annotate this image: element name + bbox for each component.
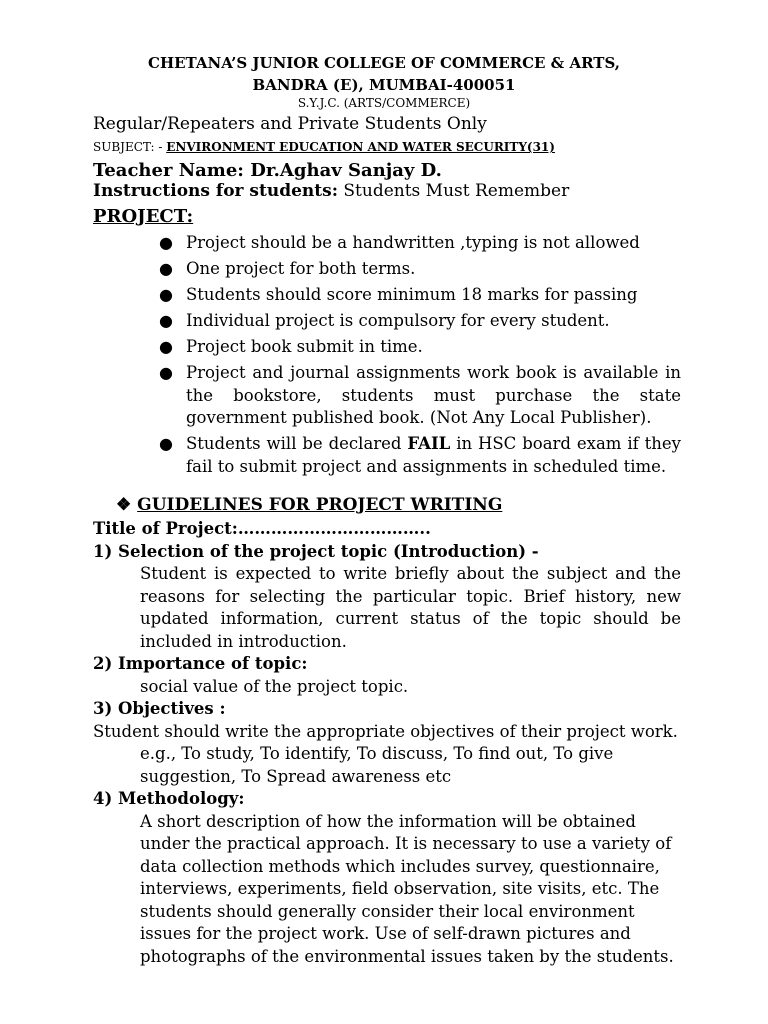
bullet-icon: ● [159,285,173,304]
diamond-bullet-icon: ❖ [116,495,132,515]
fail-emphasis: FAIL [407,434,451,453]
section-2-heading: 2) Importance of topic: [93,654,308,673]
guidelines-body [93,518,681,968]
section-2-text: social value of the project topic. [140,676,409,696]
project-heading: PROJECT: [93,206,194,227]
guidelines-heading [116,495,502,515]
list-item: ● Project book submit in time. [159,336,681,359]
guidelines-title: GUIDELINES FOR PROJECT WRITING [137,495,503,515]
title-of-project: Title of Project:…………………………….. [93,519,431,538]
students-line: Regular/Repeaters and Private Students Only [93,114,487,134]
bullet-icon: ● [159,363,173,382]
list-item: ● Project should be a handwritten ,typing is not allowed [159,232,681,255]
list-item: ● Individual project is compulsory for every student. [159,310,681,333]
list-item: ● One project for both terms. [159,258,681,281]
subject-line [93,140,555,154]
bullet-icon: ● [159,259,173,278]
instructions-text: Students Must Remember [343,181,570,201]
section-3-heading: 3) Objectives : [93,699,226,718]
college-name: CHETANA’S JUNIOR COLLEGE OF COMMERCE & ARTS, [148,54,620,72]
teacher-name: Teacher Name: Dr.Aghav Sanjay D. [93,160,442,181]
college-header [0,52,768,96]
section-1-heading: 1) Selection of the project topic (Introduction) - [93,541,539,561]
list-item: ● Project and journal assignments work book is available in the bookstore, students must purchase the state government published book. (Not Any Local Publisher). [159,363,681,427]
section-3-examples: e.g., To study, To identify, To discuss, To find out, To give suggestion, To Spread awareness etc [140,744,614,786]
instructions-label: Instructions for students: [93,181,338,201]
section-1-text: Student is expected to write briefly about the subject and the reasons for selecting the particular topic. Brief history, new updated information, current status of the topic should be included in introduction. [140,564,681,651]
project-rules-list [159,232,681,482]
bullet-icon: ● [159,233,173,252]
bullet-icon: ● [159,311,173,330]
subject-label: SUBJECT: - [93,140,163,154]
list-item: ● Students will be declared FAIL in HSC board exam if they fail to submit project and assignments in scheduled time. [159,434,681,476]
section-3-text: Student should write the appropriate objectives of their project work. [93,721,678,741]
section-4-text: A short description of how the information will be obtained under the practical approach. It is necessary to use a variety of data collection methods which includes survey, questionnaire, interviews, experiments, field observation, site visits, etc. The students should generally consider their local environment issues for the project work. Use of self-drawn pictures and photographs of the environmental issues taken by the students. [140,811,674,966]
college-address: BANDRA (E), MUMBAI-400051 [252,76,516,94]
list-item: ● Students should score minimum 18 marks for passing [159,284,681,307]
bullet-icon: ● [159,337,173,356]
class-level: S.Y.J.C. (ARTS/COMMERCE) [297,96,471,110]
instructions-line [93,181,569,201]
subject-name: ENVIRONMENT EDUCATION AND WATER SECURITY(31) [166,140,555,154]
bullet-icon: ● [159,434,173,453]
section-4-heading: 4) Methodology: [93,789,245,808]
